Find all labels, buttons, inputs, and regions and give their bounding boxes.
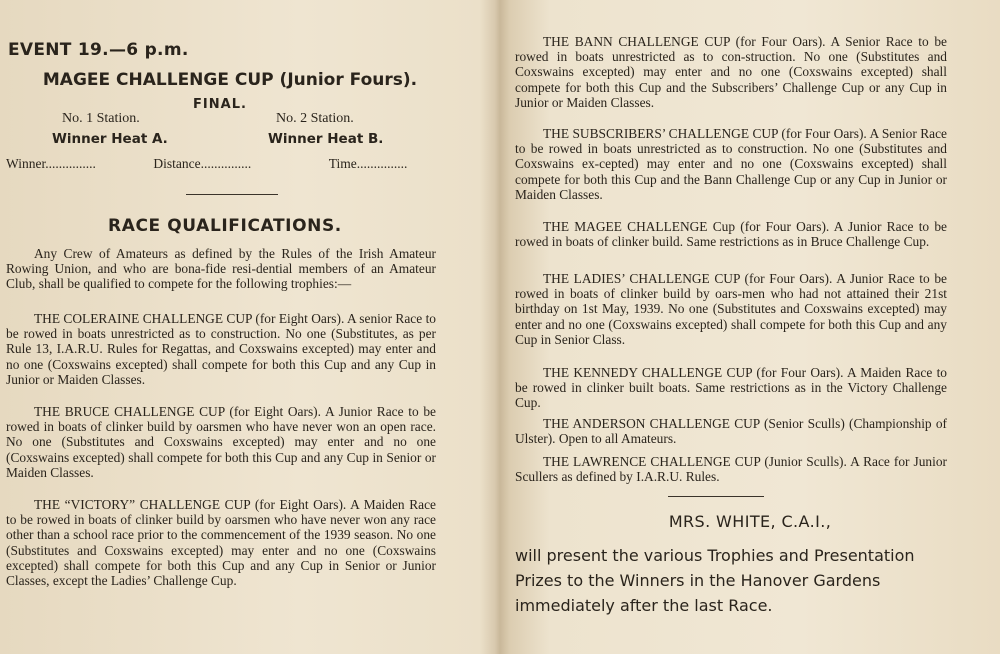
- presenter-name: MRS. WHITE, C.A.I.,: [668, 512, 832, 531]
- ladies-paragraph: THE LADIES’ CHALLENGE CUP (for Four Oars). A Junior Race to be rowed in boats of clinker build by oars-men who had not attained their 21st birthday on 1st May, 1939. No one (Substitutes and Coxswains excepted) may enter and no one (Coxswains excepted) shall compete for both this Cup and any Cup in Senior Class.: [515, 271, 947, 347]
- subscribers-paragraph: THE SUBSCRIBERS’ CHALLENGE CUP (for Four Oars). A Senior Race to be rowed in boats unrestricted as to construction. No one (Substitutes and Coxswains ex-cepted) may enter and no one (Coxswains excepted) shall compete for both this Cup and the Bann Challenge Cup or any Cup in Junior or Maiden Classes.: [515, 126, 947, 202]
- heat-a: Winner Heat A.: [52, 131, 168, 147]
- event-heading: EVENT 19.—6 p.m.: [8, 40, 189, 60]
- presentation-text: will present the various Trophies and Presentation Prizes to the Winners in the Hanover Gardens immediately after the last Race.: [515, 546, 915, 615]
- station-1: No. 1 Station.: [62, 111, 140, 126]
- kennedy-paragraph: THE KENNEDY CHALLENGE CUP (for Four Oars). A Maiden Race to be rowed in clinker built boats. Same restrictions as in the Victory Challenge Cup.: [515, 365, 947, 411]
- victory-paragraph: THE “VICTORY” CHALLENGE CUP (for Eight Oars). A Maiden Race to be rowed in boats of clinker build by oarsmen who have never won any race other than a school race prior to the commencement of the 1939 season. No one (Substitutes and Coxswains excepted) may enter and no one (Coxswains excepted) shall compete for both this Cup and any Cup in Senior or Junior Classes, except the Ladies’ Challenge Cup.: [6, 497, 436, 589]
- distance-blank: Distance...............: [153, 156, 252, 171]
- bruce-paragraph: THE BRUCE CHALLENGE CUP (for Eight Oars). A Junior Race to be rowed in boats of clinker build by oarsmen who have never won an open race. No one (Substitutes and Coxswains excepted) may enter and no one (Coxswains excepted) shall compete for both this Cup and any Cup in Senior or Maiden Classes.: [6, 404, 436, 480]
- time-blank: Time...............: [328, 156, 408, 171]
- winner-blank: Winner...............: [6, 156, 96, 171]
- presenter-block: [515, 512, 955, 618]
- divider-right: [668, 496, 764, 497]
- final-label: FINAL.: [193, 97, 247, 112]
- result-line: [6, 156, 446, 172]
- lawrence-paragraph: THE LAWRENCE CHALLENGE CUP (Junior Sculls). A Race for Junior Scullers as defined by I.A.R.U. Rules.: [515, 454, 947, 485]
- race-qualifications-heading: RACE QUALIFICATIONS.: [108, 216, 342, 236]
- bann-paragraph: THE BANN CHALLENGE CUP (for Four Oars). A Senior Race to be rowed in boats unrestricted as to con-struction. No one (Substitutes and Coxswains excepted) may enter and no one (Coxswains excepted) shall compete for both this Cup and the Subscribers’ Challenge Cup or any Cup in Junior or Maiden Classes.: [515, 34, 947, 110]
- coleraine-paragraph: THE COLERAINE CHALLENGE CUP (for Eight Oars). A senior Race to be rowed in boats unrestricted as to construction. No one (Substitutes, as per Rule 13, I.A.R.U. Rules for Regattas, and Coxswains excepted) may enter and no one (Coxswains excepted) shall compete for both this Cup and any Cup in Junior or Maiden Classes.: [6, 311, 436, 387]
- divider-left: [186, 194, 278, 195]
- station-2: No. 2 Station.: [276, 111, 354, 126]
- heat-b: Winner Heat B.: [268, 131, 384, 147]
- cup-title: MAGEE CHALLENGE CUP (Junior Fours).: [42, 70, 418, 90]
- anderson-paragraph: THE ANDERSON CHALLENGE CUP (Senior Sculls) (Championship of Ulster). Open to all Amateurs.: [515, 416, 947, 447]
- magee-paragraph: THE MAGEE CHALLENGE Cup (for Four Oars). A Junior Race to be rowed in boats of clinker build. Same restrictions as in Bruce Challenge Cup.: [515, 219, 947, 250]
- intro-paragraph: Any Crew of Amateurs as defined by the Rules of the Irish Amateur Rowing Union, and who are bona-fide resi-dential members of an Amateur Club, shall be qualified to compete for the following trophies:—: [6, 246, 436, 292]
